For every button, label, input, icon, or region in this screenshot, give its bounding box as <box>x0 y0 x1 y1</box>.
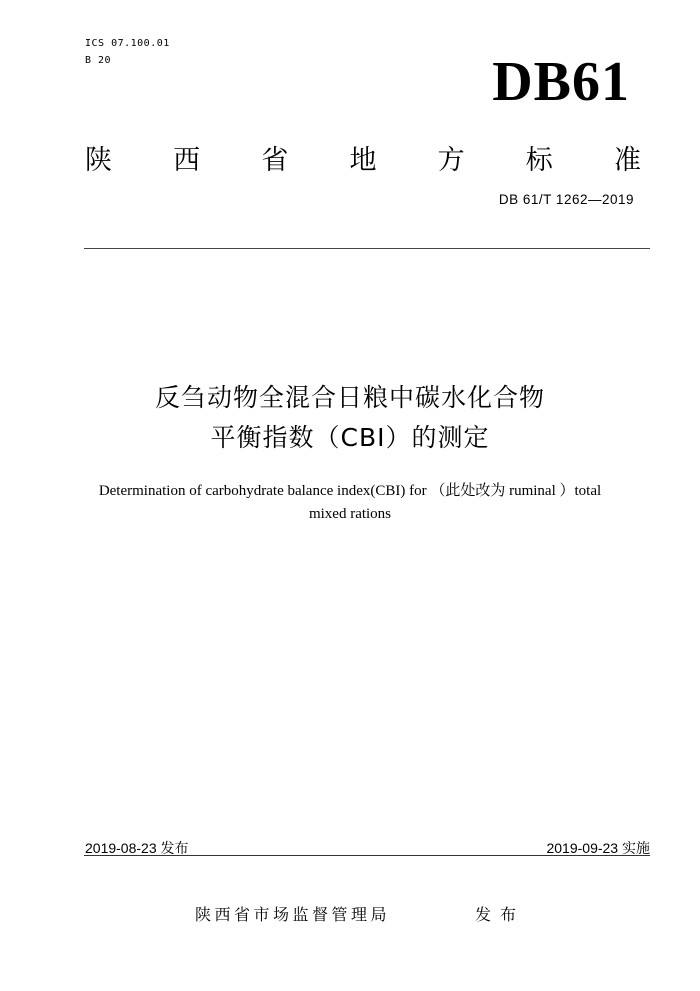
chinese-title <box>0 378 700 458</box>
standard-type-char: 准 <box>613 145 641 176</box>
standard-type-char: 标 <box>525 145 553 176</box>
standard-number: DB 61/T 1262—2019 <box>498 192 634 207</box>
standard-type-char: 西 <box>173 145 201 176</box>
english-title-line-2: mixed rations <box>308 506 392 522</box>
implementation-date: 2019-09-23 实施 <box>546 840 650 856</box>
english-title-line-1: Determination of carbohydrate balance index(CBI) for （此处改为 ruminal ）total <box>98 483 602 499</box>
footer-divider <box>84 855 650 856</box>
header-divider <box>84 248 650 249</box>
standard-type-char: 省 <box>261 145 289 176</box>
classification-code: B 20 <box>85 55 112 66</box>
standard-type-char: 地 <box>349 145 377 176</box>
standard-type <box>85 138 641 177</box>
standard-type-char: 陕 <box>85 145 112 176</box>
standard-type-char: 方 <box>437 145 465 176</box>
issuing-authority: 陕西省市场监督管理局 <box>195 905 391 924</box>
chinese-title-line-2: 平衡指数（CBI）的测定 <box>210 423 490 452</box>
chinese-title-line-1: 反刍动物全混合日粮中碳水化合物 <box>154 383 545 412</box>
issue-date: 2019-08-23 发布 <box>85 840 189 856</box>
issuer-action: 发布 <box>475 905 526 924</box>
english-title <box>60 480 640 526</box>
db-logo: DB61 <box>492 51 630 113</box>
ics-code: ICS 07.100.01 <box>85 38 170 49</box>
